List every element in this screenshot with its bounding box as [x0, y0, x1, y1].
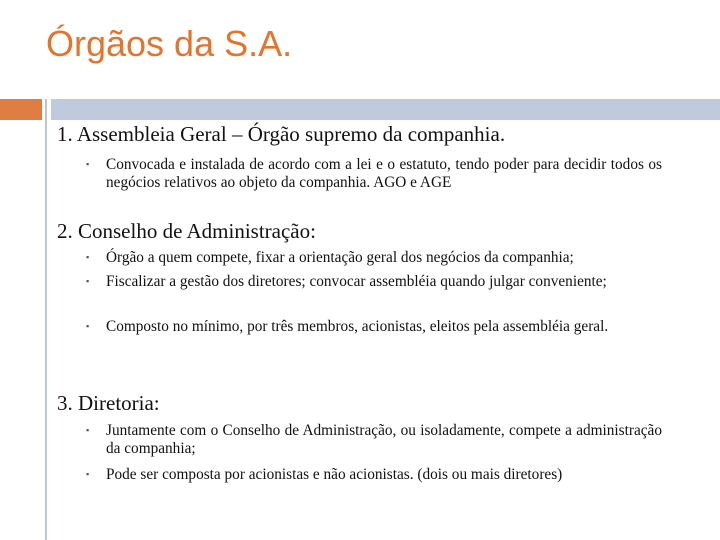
bullet-text: Juntamente com o Conselho de Administração, ou isoladamente, compete a administração da companhia; [106, 422, 662, 457]
slide-title: Órgãos da S.A. [46, 23, 293, 64]
section-heading-diretoria: 3. Diretoria: [57, 391, 160, 415]
bullet-text: Pode ser composta por acionistas e não acionistas. (dois ou mais diretores) [106, 466, 563, 483]
bullet-icon: ▪ [86, 276, 90, 286]
bullet-text: Órgão a quem compete, fixar a orientação geral dos negócios da companhia; [106, 249, 574, 266]
bullet-icon: ▪ [86, 321, 90, 331]
bullet-icon: ▪ [86, 469, 90, 479]
bullet-text: Fiscalizar a gestão dos diretores; convocar assembléia quando julgar conveniente; [106, 273, 607, 290]
bullet-icon: ▪ [86, 159, 90, 169]
bullet-icon: ▪ [86, 425, 90, 435]
bullet-icon: ▪ [86, 252, 90, 262]
section-heading-assembleia: 1. Assembleia Geral – Órgão supremo da companhia. [57, 122, 506, 146]
bullet-text: Convocada e instalada de acordo com a lei e o estatuto, tendo poder para decidir todos os negócios relativos ao objeto da companhia. AGO e AGE [106, 156, 662, 191]
section-heading-conselho: 2. Conselho de Administração: [57, 219, 316, 243]
bullet-text: Composto no mínimo, por três membros, acionistas, eleitos pela assembléia geral. [106, 318, 609, 335]
